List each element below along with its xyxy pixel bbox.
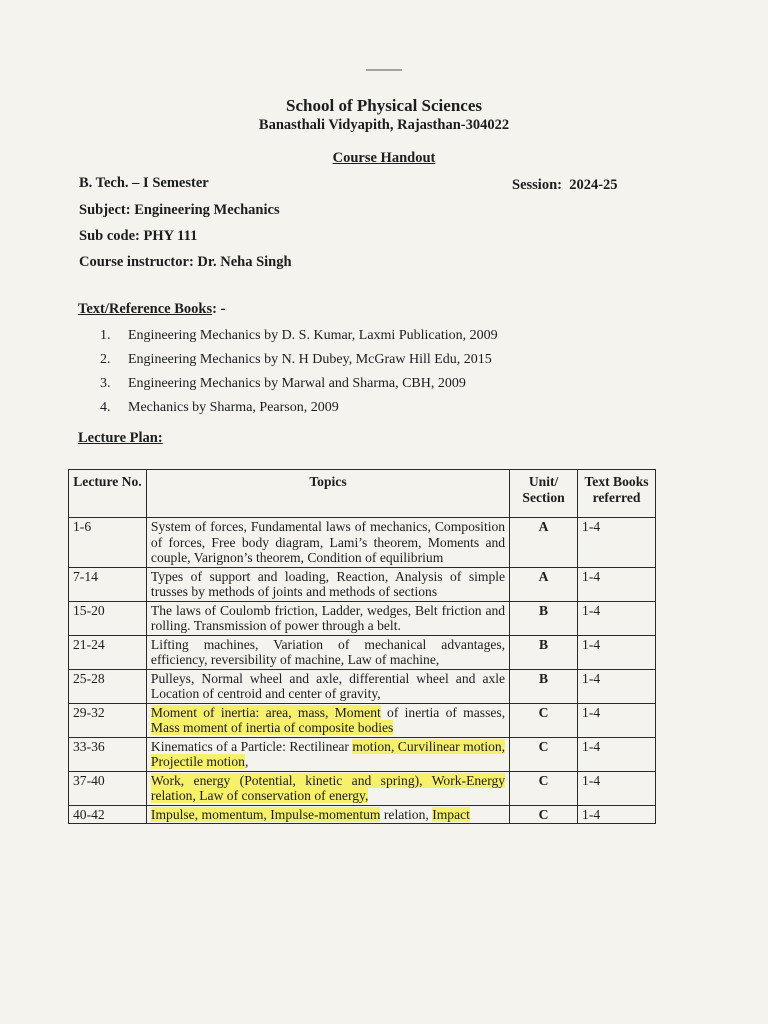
lecture-cell: 7-14	[69, 567, 147, 601]
lecture-plan-heading: Lecture Plan:	[78, 430, 163, 446]
table-header-row	[69, 470, 656, 518]
unit-cell: B	[510, 669, 578, 703]
books-heading-suffix: : -	[212, 301, 226, 317]
topic-cell	[146, 703, 509, 737]
books-cell: 1-4	[578, 669, 656, 703]
topic-text: relation,	[380, 806, 433, 822]
list-item	[100, 328, 498, 352]
table-row	[69, 737, 656, 771]
highlighted-text: motion, Curvilinear motion, Projectile motion	[150, 738, 506, 769]
lecture-cell: 40-42	[69, 805, 147, 824]
table-row	[69, 703, 656, 737]
books-cell: 1-4	[578, 703, 656, 737]
column-header-topics: Topics	[146, 470, 509, 518]
table-row	[69, 805, 656, 824]
lecture-cell: 33-36	[69, 737, 147, 771]
topic-text: of inertia of masses,	[380, 704, 506, 720]
topic-cell	[146, 771, 509, 805]
instructor-label: Course instructor:	[79, 254, 194, 270]
topic-cell	[146, 737, 509, 771]
unit-cell: B	[510, 635, 578, 669]
instructor-value: Dr. Neha Singh	[197, 254, 292, 270]
school-name: School of Physical Sciences	[286, 96, 482, 115]
table-row	[69, 635, 656, 669]
list-item	[100, 352, 498, 376]
unit-cell: C	[510, 737, 578, 771]
books-cell: 1-4	[578, 771, 656, 805]
highlighted-text: Impact	[432, 806, 470, 822]
unit-cell: C	[510, 771, 578, 805]
highlighted-text: Mass moment of inertia of composite bodies	[150, 720, 394, 735]
lecture-cell: 25-28	[69, 669, 147, 703]
lecture-plan-table	[68, 469, 656, 824]
books-cell: 1-4	[578, 601, 656, 635]
unit-cell: C	[510, 703, 578, 737]
topic-cell: System of forces, Fundamental laws of mechanics, Composition of forces, Free body diagram, Lami’s theorem, Moments and couple, Varignon’s theorem, Condition of equilibrium	[146, 518, 509, 568]
book-title: Engineering Mechanics by N. H Dubey, McGraw Hill Edu, 2015	[128, 352, 492, 367]
topic-cell	[146, 805, 509, 824]
column-header-lecture: Lecture No.	[69, 470, 147, 518]
topic-text: Kinematics of a Particle: Rectilinear	[150, 738, 353, 754]
books-cell: 1-4	[578, 737, 656, 771]
lecture-cell: 37-40	[69, 771, 147, 805]
subject-value: Engineering Mechanics	[134, 202, 280, 218]
table-row	[69, 771, 656, 805]
subcode-label: Sub code:	[79, 228, 140, 244]
topic-cell: Pulleys, Normal wheel and axle, differential wheel and axle Location of centroid and center of gravity,	[146, 669, 509, 703]
table-row	[69, 567, 656, 601]
subject-label: Subject:	[79, 202, 131, 218]
school-address: Banasthali Vidyapith, Rajasthan-304022	[258, 117, 510, 133]
list-number: 1.	[100, 328, 111, 343]
document-title: Course Handout	[332, 150, 436, 166]
book-title: Engineering Mechanics by Marwal and Sharma, CBH, 2009	[128, 376, 466, 391]
table-row	[69, 601, 656, 635]
list-number: 2.	[100, 352, 111, 367]
list-number: 3.	[100, 376, 111, 391]
lecture-cell: 21-24	[69, 635, 147, 669]
lecture-cell: 15-20	[69, 601, 147, 635]
session-line	[512, 177, 618, 194]
table-row	[69, 518, 656, 568]
books-cell: 1-4	[578, 567, 656, 601]
subcode-line	[79, 228, 197, 245]
list-item	[100, 400, 498, 424]
unit-cell: A	[510, 518, 578, 568]
topic-cell: Types of support and loading, Reaction, Analysis of simple trusses by methods of joints and methods of sections	[146, 567, 509, 601]
book-title: Mechanics by Sharma, Pearson, 2009	[128, 400, 339, 415]
list-item	[100, 376, 498, 400]
unit-cell: A	[510, 567, 578, 601]
highlighted-text: Work, energy (Potential, kinetic and spring), Work-Energy relation, Law of conservation of energy,	[150, 772, 506, 803]
column-header-unit: Unit/ Section	[510, 470, 578, 518]
scan-mark	[366, 69, 402, 71]
session-value: 2024-25	[569, 177, 618, 193]
session-label: Session:	[512, 177, 562, 193]
books-cell: 1-4	[578, 805, 656, 824]
book-title: Engineering Mechanics by D. S. Kumar, Laxmi Publication, 2009	[128, 328, 498, 343]
books-cell: 1-4	[578, 518, 656, 568]
book-list	[100, 328, 498, 424]
subject-line	[79, 202, 280, 219]
column-header-books: Text Books referred	[578, 470, 656, 518]
books-heading-text: Text/Reference Books	[78, 301, 213, 317]
books-cell: 1-4	[578, 635, 656, 669]
topic-cell: The laws of Coulomb friction, Ladder, wedges, Belt friction and rolling. Transmission of power through a belt.	[146, 601, 509, 635]
table-row	[69, 669, 656, 703]
instructor-line	[79, 254, 292, 271]
semester-line: B. Tech. – I Semester	[79, 175, 209, 191]
lecture-cell: 1-6	[69, 518, 147, 568]
unit-cell: B	[510, 601, 578, 635]
highlighted-text: Impulse, momentum, Impulse-momentum	[150, 806, 381, 822]
lecture-cell: 29-32	[69, 703, 147, 737]
subcode-value: PHY 111	[143, 228, 198, 244]
books-heading	[78, 301, 225, 318]
unit-cell: C	[510, 805, 578, 824]
topic-text: ,	[244, 754, 249, 769]
list-number: 4.	[100, 400, 111, 415]
topic-cell: Lifting machines, Variation of mechanical advantages, efficiency, reversibility of machine, Law of machine,	[146, 635, 509, 669]
highlighted-text: Moment of inertia: area, mass, Moment	[150, 704, 381, 720]
